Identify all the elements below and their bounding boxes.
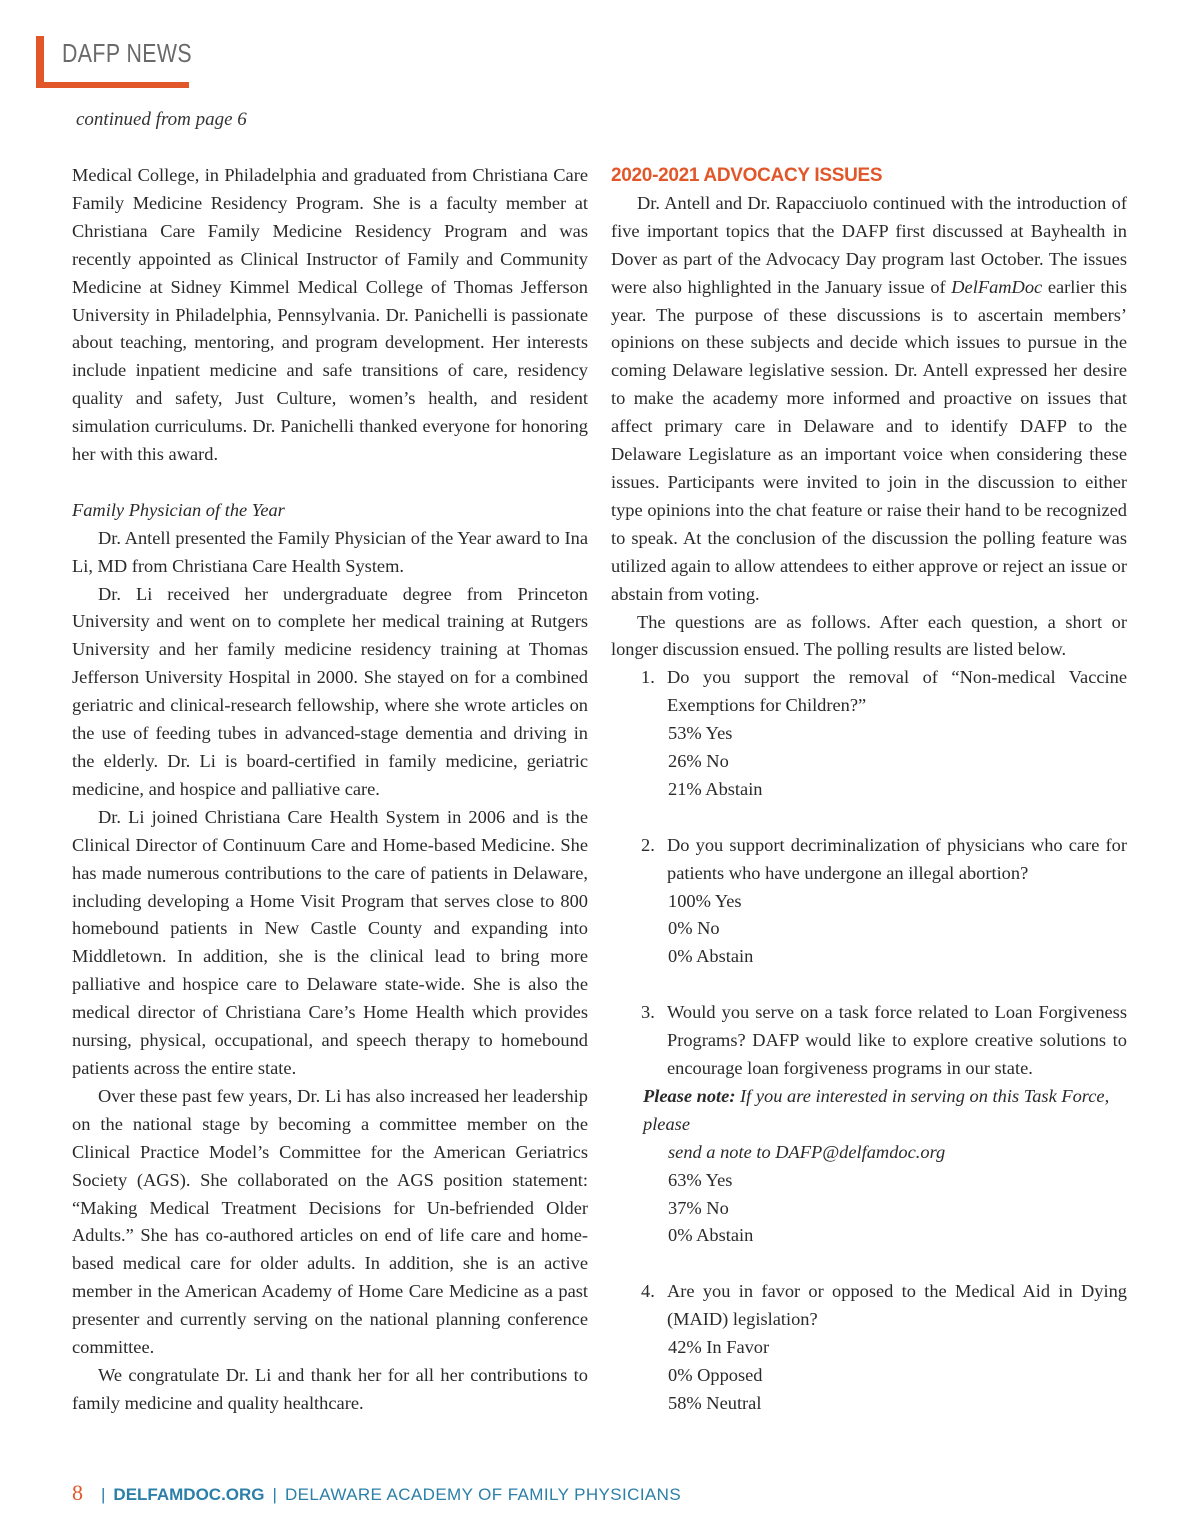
- poll-result: 21% Abstain: [668, 778, 763, 799]
- footer-org-name: DELAWARE ACADEMY OF FAMILY PHYSICIANS: [284, 1485, 682, 1504]
- question-item: [611, 1278, 1127, 1334]
- questions-intro-paragraph: The questions are as follows. After each question, a short or longer discussion ensued. The polling results are listed below.: [611, 611, 1127, 660]
- panichelli-paragraph: Medical College, in Philadelphia and graduated from Christiana Care Family Medicine Residency Program. She is a faculty member at Christiana Care Family Medicine Residency Program and was recently appointed as Clinical Instructor of Family and Community Medicine at Sidney Kimmel Medical College of Thomas Jefferson University in Philadelphia, Pennsylvania. Dr. Panichelli is passionate about teaching, mentoring, and program development. Her interests include inpatient medicine and safe transitions of care, residency quality and safety, Just Culture, women’s health, and resident simulation curriculums. Dr. Panichelli thanked everyone for honoring her with this award.: [72, 165, 588, 465]
- intro-text-start: Dr. Antell and Dr. Rapacciuolo continued with the introduction of five important topics that the DAFP first discussed at Bayhealth in Dover as part of the Advocacy Day program last October. The issues were also highlighted in the January issue of: [611, 192, 1127, 297]
- question-4: [611, 1278, 1127, 1418]
- question-number: 4.: [641, 1281, 655, 1302]
- section-label: DAFP NEWS: [62, 38, 193, 68]
- poll-result: 0% Opposed: [668, 1364, 763, 1385]
- poll-result: 53% Yes: [668, 723, 733, 744]
- publication-name: DelFamDoc: [951, 276, 1043, 297]
- continued-note: continued from page 6: [76, 109, 247, 130]
- footer-separator: |: [101, 1485, 106, 1504]
- header-accent-underline: [36, 82, 189, 88]
- question-2: [611, 832, 1127, 972]
- career-paragraph: Dr. Li joined Christiana Care Health System in 2006 and is the Clinical Director of Continuum Care and Home-based Medicine. She has made numerous contributions to the care of patients in Delaware, including developing a Home Visit Program that serves close to 800 homebound patients in New Castle County and expanding into Middletown. In addition, she is the clinical lead to bring more palliative and hospice care to Delaware state-wide. She is also the medical director of Christiana Care’s Home Health which provides nursing, physical, occupational, and speech therapy to homebound patients across the entire state.: [72, 806, 588, 1078]
- header-accent-bar: [36, 36, 44, 88]
- question-number: 3.: [641, 1002, 655, 1023]
- note-email-line: send a note to DAFP@delfamdoc.org: [668, 1141, 946, 1162]
- question-text: Do you support the removal of “Non-medical Vaccine Exemptions for Children?”: [667, 667, 1127, 716]
- question-1: [611, 664, 1127, 804]
- question-text: Are you in favor or opposed to the Medical Aid in Dying (MAID) legislation?: [667, 1281, 1127, 1330]
- award-paragraph: Dr. Antell presented the Family Physician of the Year award to Ina Li, MD from Christiana Care Health System.: [72, 527, 588, 576]
- question-text: Do you support decriminalization of physicians who care for patients who have undergone an illegal abortion?: [667, 834, 1127, 883]
- poll-result: 26% No: [668, 751, 729, 772]
- poll-result: 0% Abstain: [668, 946, 754, 967]
- question-number: 2.: [641, 834, 655, 855]
- congratulations-paragraph: We congratulate Dr. Li and thank her for all her contributions to family medicine and quality healthcare.: [72, 1364, 588, 1413]
- advocacy-intro-paragraph: [611, 190, 1127, 609]
- question-3: [611, 999, 1127, 1250]
- leadership-paragraph: Over these past few years, Dr. Li has also increased her leadership on the national stage by becoming a committee member on the Clinical Practice Model’s Committee for the American Geriatrics Society (AGS). She collaborated on the AGS position statement: “Making Medical Treatment Decisions for Un-befriended Older Adults.” She has co-authored articles on end of life care and home-based medical care for older adults. In addition, she is an active member in the American Academy of Home Care Medicine as a past presenter and currently serving on the national planning conference committee.: [72, 1085, 588, 1358]
- note-label: Please note:: [643, 1085, 736, 1106]
- question-item: [611, 832, 1127, 888]
- page-number: 8: [72, 1480, 83, 1505]
- poll-result: 100% Yes: [668, 890, 742, 911]
- education-paragraph: Dr. Li received her undergraduate degree from Princeton University and went on to complete her medical training at Rutgers University and her family medicine residency training at Thomas Jefferson University Hospital in 2000. She stayed on for a combined geriatric and clinical-research fellowship, where she wrote articles on the use of feeding tubes in advanced-stage dementia and driving in the elderly. Dr. Li is board-certified in family medicine, geriatric medicine, and hospice and palliative care.: [72, 583, 588, 799]
- note-text: If you are interested in serving on this Task Force, please: [643, 1085, 1110, 1134]
- advocacy-heading: 2020-2021 ADVOCACY ISSUES: [611, 165, 883, 186]
- family-physician-subhead: Family Physician of the Year: [72, 499, 285, 520]
- question-item: [611, 664, 1127, 720]
- question-number: 1.: [641, 667, 655, 688]
- intro-text-end: earlier this year. The purpose of these discussions is to ascertain members’ opinions on these subjects and decide which issues to pursue in the coming Delaware legislative session. Dr. Antell expressed her desire to make the academy more informed and proactive on issues that affect primary care in Delaware and to identify DAFP to the Delaware Legislature as an important voice when considering these issues. Participants were invited to join in the discussion to either type opinions into the chat feature or raise their hand to be recognized to speak. At the conclusion of the discussion the polling feature was utilized again to allow attendees to either approve or reject an issue or abstain from voting.: [611, 276, 1127, 604]
- right-column: [611, 162, 1127, 1418]
- poll-result: 42% In Favor: [668, 1337, 770, 1358]
- footer-site-link[interactable]: DELFAMDOC.ORG: [113, 1485, 265, 1504]
- poll-result: 0% No: [668, 918, 720, 939]
- question-text: Would you serve on a task force related to Loan Forgiveness Programs? DAFP would like to explore creative solutions to encourage loan forgiveness programs in our state.: [667, 1002, 1127, 1078]
- poll-result: 58% Neutral: [668, 1392, 762, 1413]
- poll-result: 0% Abstain: [668, 1225, 754, 1246]
- poll-result: 37% No: [668, 1197, 729, 1218]
- question-item: [611, 999, 1127, 1083]
- page-footer: [72, 1480, 681, 1506]
- poll-result: 63% Yes: [668, 1169, 733, 1190]
- footer-separator: |: [272, 1485, 277, 1504]
- left-column: [72, 162, 588, 1418]
- task-force-note: [611, 1083, 1127, 1139]
